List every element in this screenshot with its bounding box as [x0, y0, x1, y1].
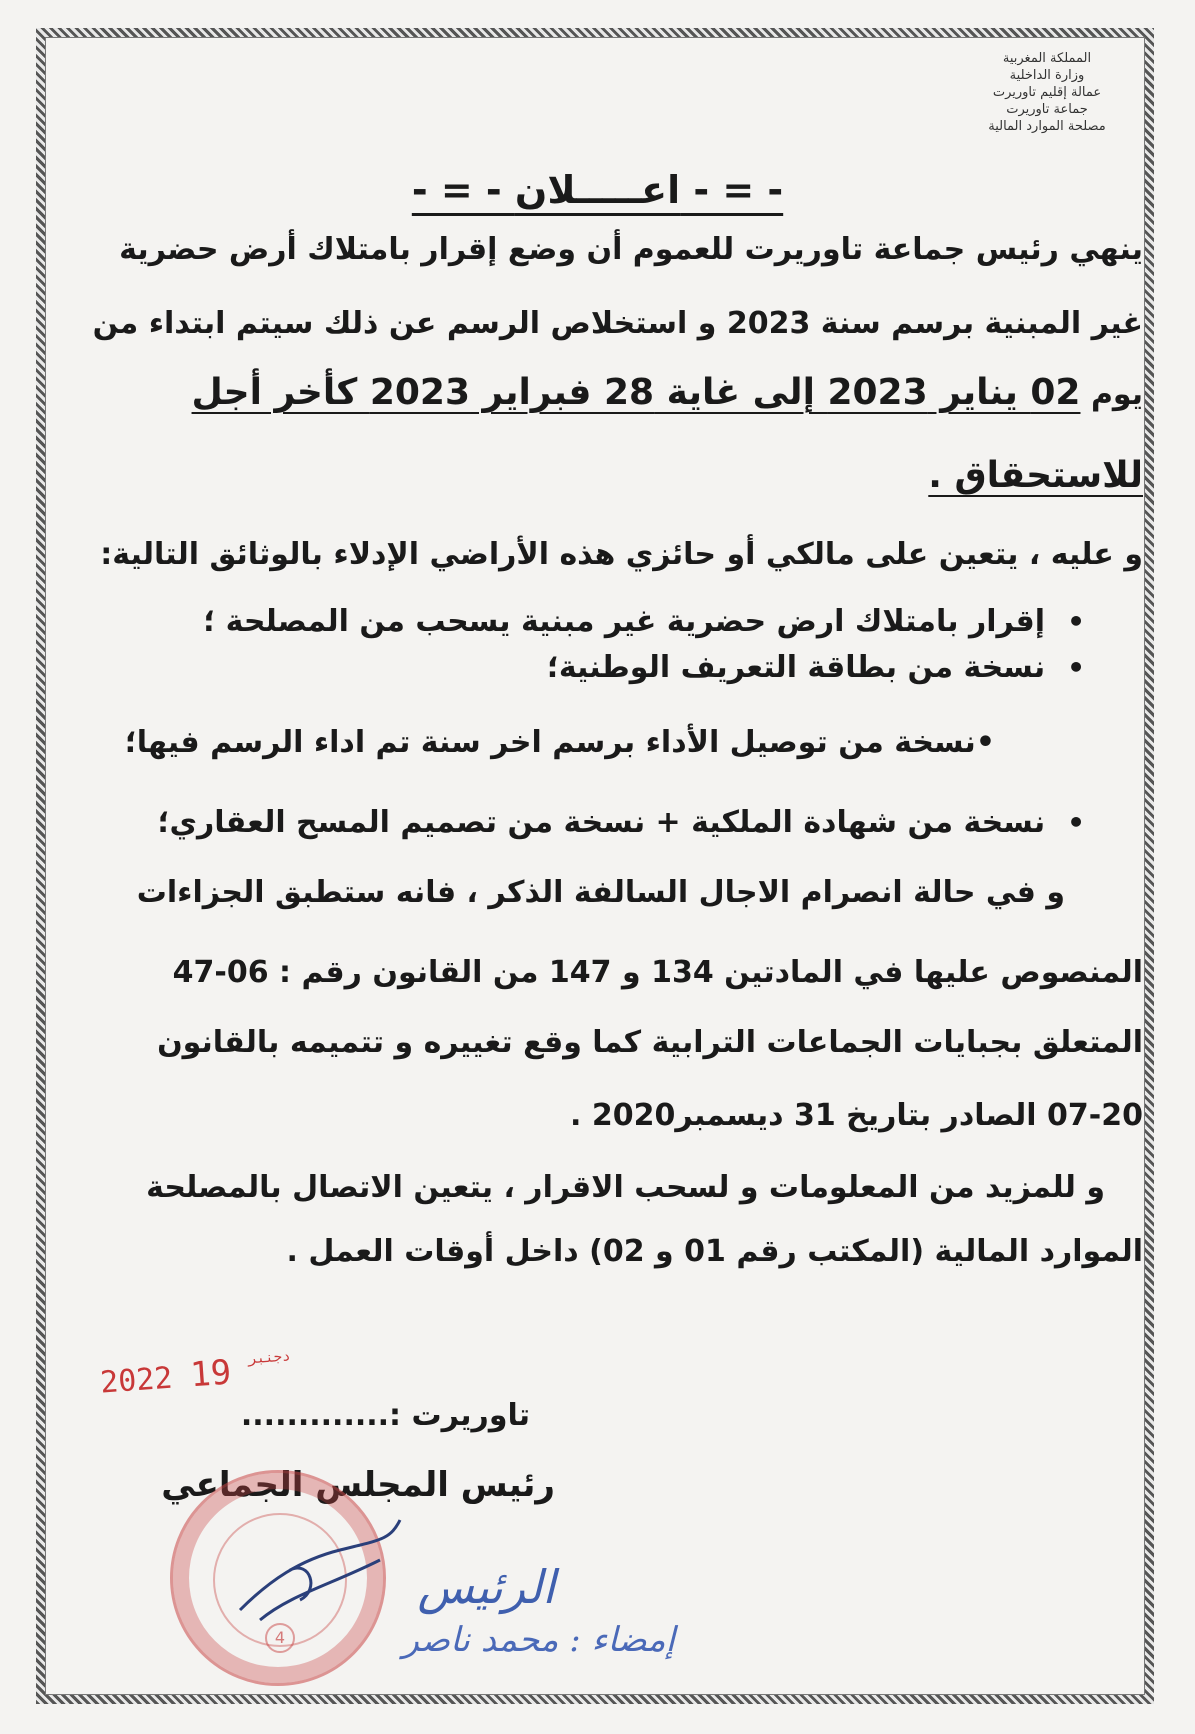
stamp-month: دجنبر	[247, 1348, 291, 1368]
stamp-day: 19	[188, 1352, 233, 1396]
letterhead-province: عمالة إقليم تاوريرت	[992, 85, 1102, 100]
council-president-title: رئيس المجلس الجماعي	[161, 1465, 555, 1505]
doc-item: •نسخة من توصيل الأداء برسم اخر سنة تم اداء الرسم فيها؛	[124, 725, 995, 760]
letterhead	[957, 50, 1137, 135]
p1-line3-prefix: يوم	[1090, 377, 1143, 412]
p1-line1: ينهي رئيس جماعة تاوريرت للعموم أن وضع إقرار بامتلاك أرض حضرية	[119, 232, 1143, 267]
seal-number: 4	[265, 1623, 295, 1653]
president-signature-label: الرئيس	[417, 1560, 555, 1614]
place-date-line: تاوريرت :.............	[240, 1398, 530, 1433]
letterhead-service: مصلحة الموارد المالية	[988, 119, 1106, 134]
doc-item: • نسخة من شهادة الملكية + نسخة من تصميم المسح العقاري؛	[158, 805, 1085, 840]
p3-line1: و في حالة انصرام الاجال السالفة الذكر ، فانه ستطبق الجزاءات	[136, 875, 1065, 910]
letterhead-kingdom: المملكة المغربية	[1002, 51, 1092, 66]
p4-line2: الموارد المالية (المكتب رقم 01 و 02) داخل أوقات العمل .	[286, 1234, 1143, 1269]
announcement-title: - = - اعـــــلان - = -	[411, 168, 784, 212]
doc-item: • نسخة من بطاقة التعريف الوطنية؛	[547, 650, 1085, 685]
signature-scribble	[230, 1500, 410, 1640]
documents-intro: و عليه ، يتعين على مالكي أو حائزي هذه الأراضي الإدلاء بالوثائق التالية:	[100, 537, 1143, 572]
signatory-name: إمضاء : محمد ناصر	[402, 1620, 675, 1660]
deadline-dates: 02 يناير 2023 إلى غاية 28 فبراير 2023 كأخر أجل	[191, 372, 1081, 413]
p1-line2: غير المبنية برسم سنة 2023 و استخلاص الرسم عن ذلك سيتم ابتداء من	[92, 306, 1143, 341]
p1-line3	[192, 372, 1143, 413]
letterhead-commune: جماعة تاوريرت	[1006, 102, 1088, 117]
p3-line3: المتعلق بجبايات الجماعات الترابية كما وقع تغييره و تتميمه بالقانون	[157, 1025, 1143, 1060]
p1-line4: للاستحقاق .	[928, 455, 1143, 496]
doc-item: • إقرار بامتلاك ارض حضرية غير مبنية يسحب من المصلحة ؛	[203, 604, 1085, 639]
p3-line4: 07-20 الصادر بتاريخ 31 ديسمبر2020 .	[569, 1098, 1143, 1133]
p3-line2: المنصوص عليها في المادتين 134 و 147 من القانون رقم : 06-47	[172, 955, 1143, 990]
p4-line1: و للمزيد من المعلومات و لسحب الاقرار ، يتعين الاتصال بالمصلحة	[146, 1170, 1105, 1205]
inner-border	[45, 37, 1145, 1695]
stamp-year: 2022	[99, 1360, 174, 1401]
letterhead-ministry: وزارة الداخلية	[1009, 68, 1085, 83]
